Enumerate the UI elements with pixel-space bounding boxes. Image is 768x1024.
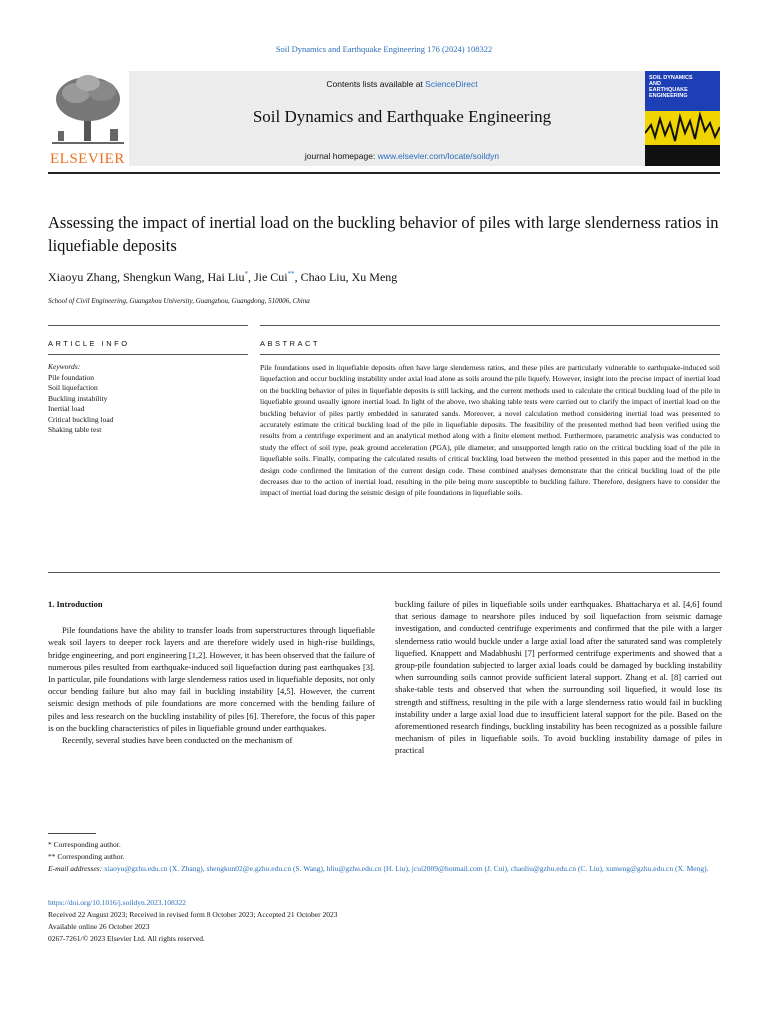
cover-title: SOIL DYNAMICS AND EARTHQUAKE ENGINEERING [649,75,693,99]
authors-part2: , Jie Cui [247,270,288,284]
abstract-rule [260,354,720,355]
email-list[interactable]: xiaoyu@gzhu.edu.cn (X. Zhang), shengkun02@e.gzhu.edu.cn (S. Wang), hliu@gzhu.edu.cn (H. Liu), jcui2009@hotmail.com (J. Cui), chaoliu@gzhu.edu.cn (C. Liu), xumeng@gzhu.edu.cn (X. Meng). [103,864,709,873]
keyword-item: Inertial load [48,404,85,413]
keywords-block [48,362,248,436]
keyword-item: Soil liquefaction [48,383,98,392]
info-rule [48,354,248,355]
journal-cover-image[interactable] [645,71,720,166]
keyword-item: Critical buckling load [48,414,114,424]
copyright: 0267-7261/© 2023 Elsevier Ltd. All rights reserved. [48,934,205,943]
author-list [48,270,720,285]
homepage-prefix: journal homepage: [304,151,378,161]
authors-part3: , Chao Liu, Xu Meng [294,270,398,284]
authors-part1: Xiaoyu Zhang, Shengkun Wang, Hai Liu [48,270,245,284]
abstract-text: Pile foundations used in liquefiable deposits often have large slenderness ratios, and these piles are particularly vulnerable to earthquake-induced soil liquefaction and occur buckling instability under axial load alone as soils around the pile liquefy. However, insight into the precise impact of inertial load on the buckling behavior of piles in liquefiable deposits is still lacking, and the current methods used to calculate the critical buckling load of the pile in liquefiable ground usually ignore inertial load. In light of the above, two shaking table tests were carried out to clarify the impact of inertial load on the buckling behavior of piles partly embedded in saturated sands. Moreover, a novel calculation method considering inertial load was presented to accurately estimate the critical buckling load of the pile in liquefiable deposits. The feasibility of the presented method had been verified using the results from a centrifuge experiment and an analytical method along with a finite element method. Furthermore, parametric analysis was conducted to study the effect of soil type, peak ground acceleration (PGA), pile diameter, and unsupported length ratio on the critical buckling load of the pile in liquefiable soils. Finally, comparing the calculated results of critical buckling load between the method presented in this paper and the method in the design code confirmed the limitation of the current design code. These combined analyses demonstrate that the critical buckling load of the pile decreases due to the action of inertial load, resulting in the pile being more susceptible to buckling failure. Therefore, designers have to consider the impact of inertial load during the seismic design of pile foundations in liquefiable soils. [260,363,720,498]
footnote-emails [48,864,720,875]
paragraph: Pile foundations have the ability to transfer loads from superstructures through liquefiable weak soil layers to deeper rock layers and are therefore widely used in high-rise buildings, bridge engineering, and port engineering [1,2]. However, it has been observed that the failure of numerous piles resulted from earthquake-induced soil liquefaction during past earthquakes [3]. In particular, pile foundations with large slenderness ratios used in liquefiable deposits, not only occur bending failure but also may fail in buckling instability [4,5]. However, the current seismic design methods of pile foundations are more concerned with the bending failure of piles and less research on the buckling instability of piles [6]. Therefore, the focus of this paper is on the buckling characteristics of piles in liquefiable ground under earthquakes. [48,625,375,733]
keyword-item: Pile foundation [48,372,95,382]
abstract-heading: ABSTRACT [260,339,321,348]
doi-text[interactable]: https://doi.org/10.1016/j.soildyn.2023.108322 [48,898,186,907]
received-dates: Received 22 August 2023; Received in revised form 8 October 2023; Accepted 21 October 2023 [48,910,338,919]
elsevier-logo[interactable] [48,71,129,166]
footnote-corresponding-2: ** Corresponding author. [48,852,125,861]
paragraph: buckling failure of piles in liquefiable soils under earthquakes. Bhattacharya et al. [4,6] found that serious damage to nearshore piles induced by soil liquefaction from seismic damage investigation, and conducted centrifuge experiments and confirmed that the pile with a larger slenderness ratio would buckle under a large axial load after the saturated sand was completely liquefied. Knappett and Madabhushi [7] performed centrifuge experiments and showed that a group-pile foundation subjected to larger axial loads could be damaged by buckling instability when surrounding soils cannot provide sufficient lateral support. Zhang et al. [8] carried out shake-table tests and observed that when the surrounding soil liquefied, it would lose its strength and stiffness, resulting in the pile with a large slenderness ratio would fail in buckling instability under a large axial load due to insufficient lateral support for the pile. Based on the aforementioned research findings, buckling instability has been recognized as a possible failure mechanism of piles in liquefiable soils. To avoid buckling instability damage of piles in practical [395,599,722,756]
contents-prefix: Contents lists available at [326,79,426,89]
abstract-top-rule [260,325,720,326]
citation-line[interactable]: Soil Dynamics and Earthquake Engineering 176 (2024) 108322 [275,44,493,54]
article-title: Assessing the impact of inertial load on the buckling behavior of piles with large slenderness ratios in liquefiable deposits [48,213,719,255]
body-column-right [395,598,722,757]
sciencedirect-link[interactable]: ScienceDirect [425,79,478,89]
homepage-link[interactable]: www.elsevier.com/locate/soildyn [377,151,500,161]
email-label: E-mail addresses: [48,864,103,873]
paragraph: Recently, several studies have been conducted on the mechanism of [62,735,293,746]
body-column-left [48,598,375,746]
keyword-item: Shaking table test [48,425,102,434]
header-rule [48,172,720,174]
keyword-item: Buckling instability [48,393,108,403]
journal-title: Soil Dynamics and Earthquake Engineering [252,107,552,126]
doi-link[interactable] [48,898,720,909]
affiliation: School of Civil Engineering, Guangzhou University, Guangzhou, Guangdong, 510006, China [48,297,310,305]
author-mark-1[interactable]: * [244,270,248,278]
footnote-rule [48,833,96,834]
homepage-line [129,151,675,161]
available-date: Available online 26 October 2023 [48,922,150,931]
elsevier-tree-icon [48,71,129,151]
elsevier-wordmark: ELSEVIER [50,151,125,167]
contents-line [129,79,675,89]
banner-center [129,71,675,166]
author-mark-2[interactable]: ** [287,270,295,278]
section-heading-introduction: 1. Introduction [48,599,103,609]
info-top-rule [48,325,248,326]
footnote-corresponding-1: * Corresponding author. [48,840,121,849]
article-info-heading: ARTICLE INFO [48,339,130,348]
keywords-label: Keywords: [48,362,81,371]
abstract-bottom-rule [48,572,720,573]
journal-banner [48,71,628,166]
